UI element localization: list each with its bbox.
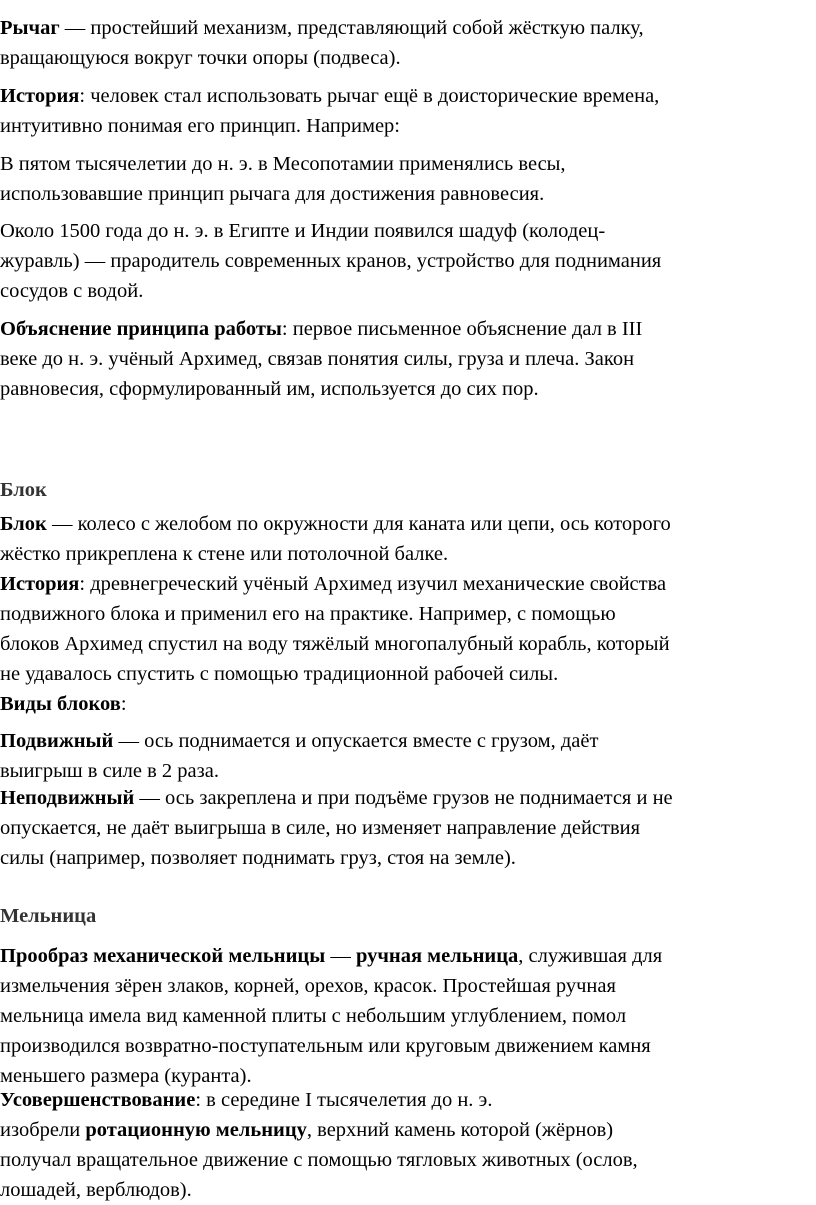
lever-definition: Рычаг — простейший механизм, представляющий собой жёсткую палку, вращающуюся вокруг точки опоры (подвеса).	[0, 17, 644, 69]
term-mill-prototype: Прообраз механической мельницы	[0, 945, 326, 967]
term-fixed: Неподвижный	[0, 787, 135, 809]
block-movable: Подвижный — ось поднимается и опускается вместе с грузом, даёт выигрыш в силе в 2 раза.	[0, 730, 599, 782]
lever-example-mesopotamia: В пятом тысячелетии до н. э. в Месопотамии применялись весы, использовавшие принцип рычага для достижения равновесия.	[0, 153, 566, 205]
lever-history: История: человек стал использовать рычаг ещё в доисторические времена, интуитивно понимая его принцип. Например:	[0, 85, 660, 137]
block-types-label: Виды блоков:	[0, 693, 127, 715]
lever-principle: Объяснение принципа работы: первое письменное объяснение дал в III веке до н. э. учёный Архимед, связав понятия силы, груза и плеча. Закон равновесия, сформулированный им, используется до сих пор.	[0, 318, 643, 400]
term-block-types: Виды блоков	[0, 693, 121, 715]
term-rotary-mill: ротационную мельницу	[85, 1119, 307, 1141]
term-hand-mill: ручная мельница	[355, 945, 519, 967]
term-principle: Объяснение принципа работы	[0, 318, 282, 340]
term-block-history: История	[0, 573, 80, 595]
section-heading-block: Блок	[0, 479, 47, 501]
block-definition: Блок — колесо с желобом по окружности для каната или цепи, ось которого жёстко прикреплена к стене или потолочной балке.	[0, 513, 671, 565]
block-fixed: Неподвижный — ось закреплена и при подъёме грузов не поднимается и не опускается, не даёт выигрыша в силе, но изменяет направление действия силы (например, позволяет поднимать груз, стоя на земле).	[0, 787, 673, 869]
term-movable: Подвижный	[0, 730, 114, 752]
term-history: История	[0, 85, 80, 107]
term-improvement: Усовершенствование	[0, 1089, 196, 1111]
term-lever: Рычаг	[0, 17, 60, 39]
mill-improvement: Усовершенствование: в середине I тысячелетия до н. э. изобрели ротационную мельницу, верхний камень которой (жёрнов) получал вращательное движение с помощью тягловых животных (ослов, лошадей, верблюдов).	[0, 1089, 638, 1201]
term-block: Блок	[0, 513, 47, 535]
lever-example-shaduf: Около 1500 года до н. э. в Египте и Индии появился шадуф (колодец- журавль) — прародитель современных кранов, устройство для поднимания сосудов с водой.	[0, 220, 662, 302]
section-heading-mill: Мельница	[0, 905, 97, 927]
block-history: История: древнегреческий учёный Архимед изучил механические свойства подвижного блока и применил его на практике. Например, с помощью блоков Архимед спустил на воду тяжёлый многопалубный корабль, который не удавалось спустить с помощью традиционной рабочей силы.	[0, 573, 670, 685]
mill-prototype: Прообраз механической мельницы — ручная мельница, служившая для измельчения зёрен злаков, корней, орехов, красок. Простейшая ручная мельница имела вид каменной плиты с небольшим углублением, помол производился возвратно-поступательным или круговым движением камня меньшего размера (куранта).	[0, 945, 663, 1087]
